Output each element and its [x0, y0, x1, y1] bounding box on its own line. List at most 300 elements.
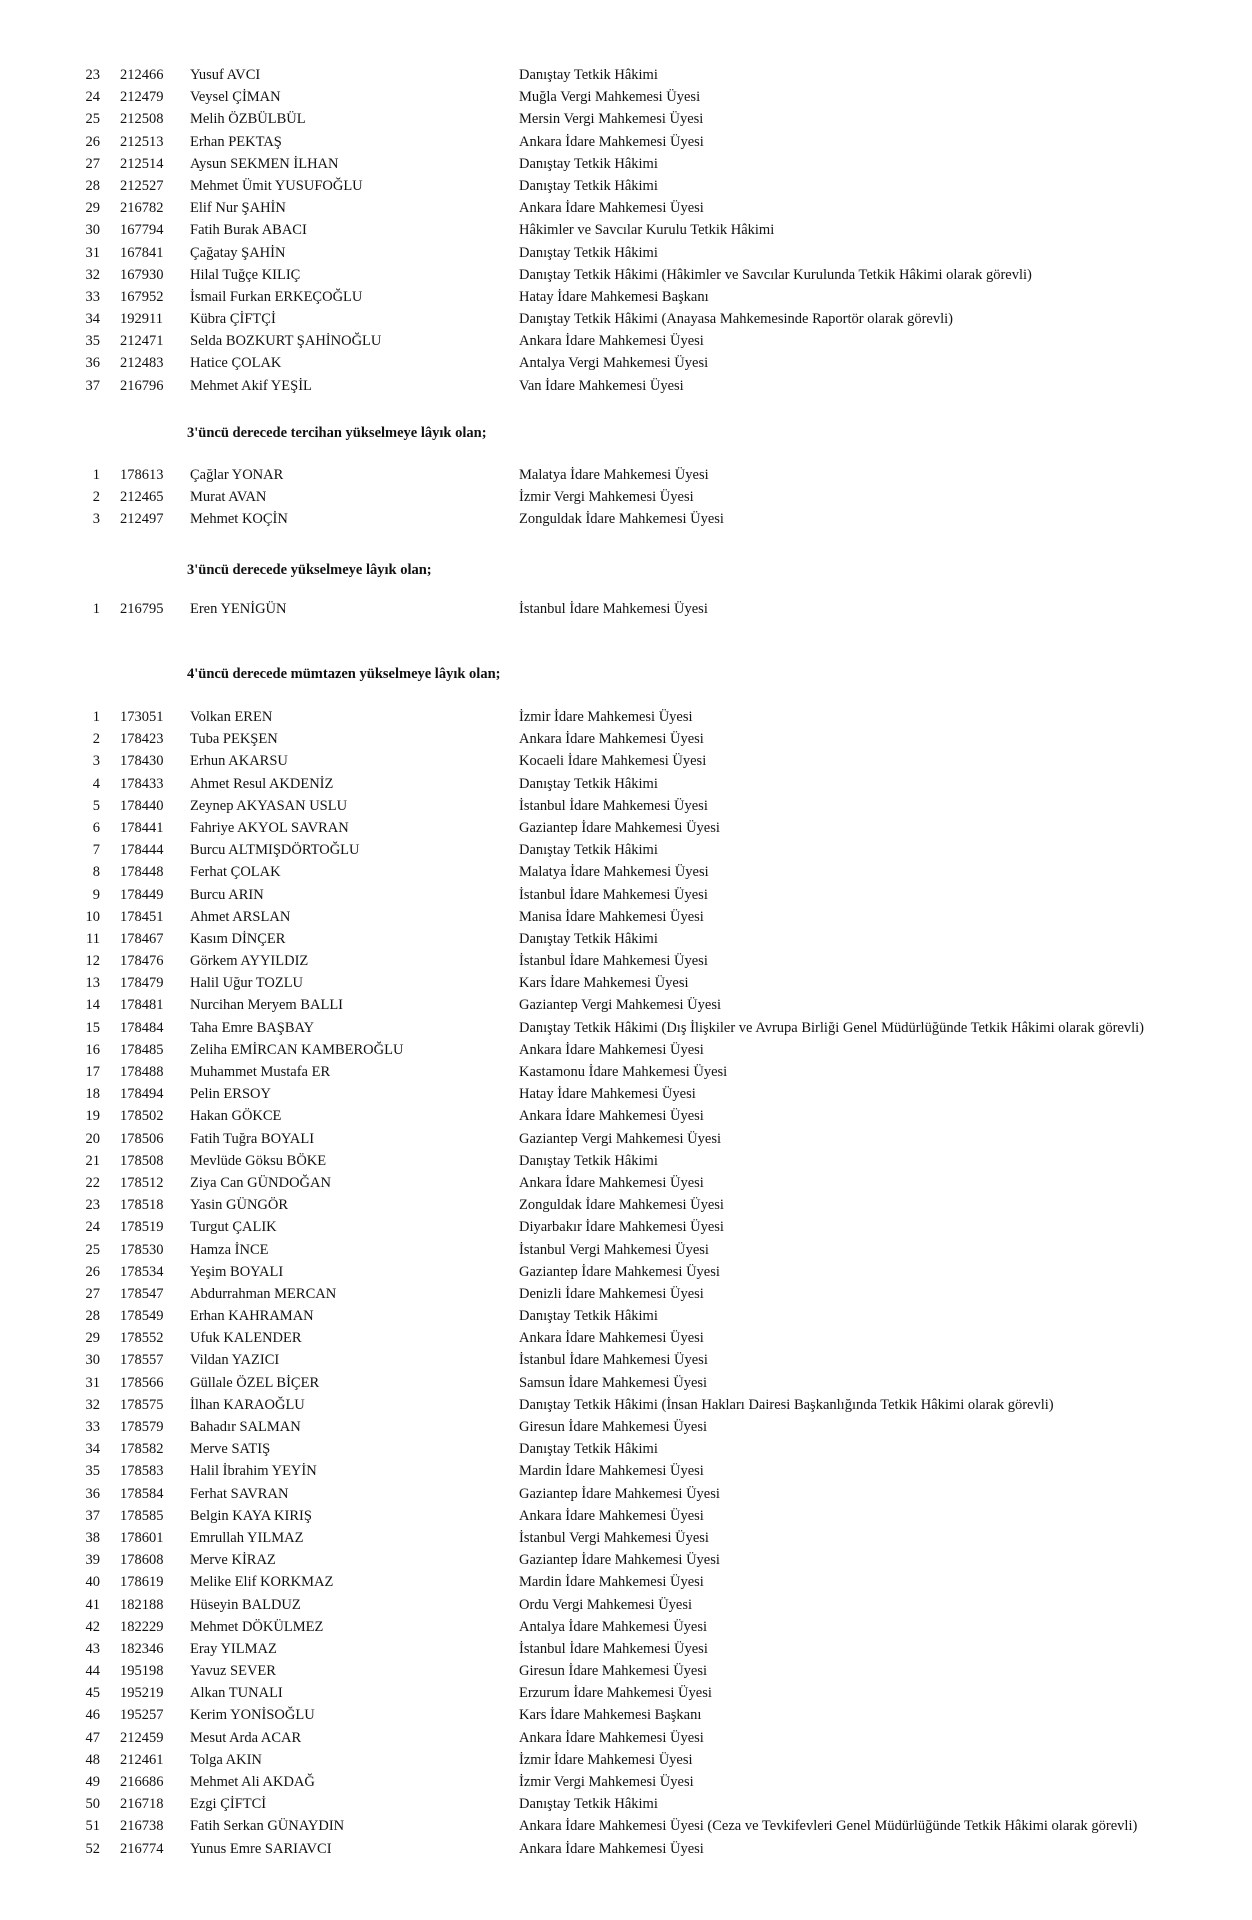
person-name: Erhan PEKTAŞ	[190, 133, 282, 150]
registry-number: 212479	[120, 89, 164, 106]
list-item	[0, 1815, 1252, 1837]
registry-number: 178430	[120, 753, 164, 770]
registry-number: 178584	[120, 1485, 164, 1502]
row-number: 3	[92, 753, 100, 770]
row-number: 42	[85, 1618, 100, 1635]
person-name: Merve KİRAZ	[190, 1552, 276, 1569]
person-name: Murat AVAN	[190, 489, 267, 506]
person-name: Alkan TUNALI	[190, 1685, 283, 1702]
list-item	[0, 994, 1252, 1016]
position-title: Kocaeli İdare Mahkemesi Üyesi	[519, 753, 707, 770]
registry-number: 178423	[120, 731, 164, 748]
list-item	[0, 1194, 1252, 1216]
position-title: Danıştay Tetkik Hâkimi (Anayasa Mahkemesinde Raportör olarak görevli)	[519, 311, 953, 328]
person-name: Mesut Arda ACAR	[190, 1729, 302, 1746]
registry-number: 167841	[120, 244, 164, 261]
person-name: Ferhat ÇOLAK	[190, 864, 281, 881]
position-title: Malatya İdare Mahkemesi Üyesi	[519, 467, 709, 483]
registry-number: 167930	[120, 266, 164, 283]
list-item	[0, 264, 1252, 286]
registry-number: 178441	[120, 819, 164, 836]
person-name: Fatih Serkan GÜNAYDIN	[190, 1818, 345, 1835]
row-number: 52	[85, 1840, 100, 1857]
row-number: 32	[85, 1396, 100, 1413]
registry-number: 182229	[120, 1618, 164, 1635]
list-item	[0, 750, 1252, 772]
position-title: Ankara İdare Mahkemesi Üyesi	[519, 133, 704, 150]
row-number: 46	[85, 1707, 100, 1724]
registry-number: 178440	[120, 797, 164, 814]
position-title: Danıştay Tetkik Hâkimi	[519, 1441, 658, 1458]
position-title: Diyarbakır İdare Mahkemesi Üyesi	[519, 1219, 724, 1236]
position-title: Giresun İdare Mahkemesi Üyesi	[519, 1419, 708, 1435]
row-number: 37	[85, 377, 100, 394]
position-title: Mardin İdare Mahkemesi Üyesi	[519, 1463, 704, 1480]
list-item	[0, 1749, 1252, 1771]
person-name: Kerim YONİSOĞLU	[190, 1707, 315, 1724]
person-name: Yunus Emre SARIAVCI	[190, 1840, 332, 1857]
row-number: 49	[85, 1774, 100, 1790]
registry-number: 167794	[120, 222, 164, 239]
registry-number: 178552	[120, 1330, 164, 1347]
list-item	[0, 1483, 1252, 1505]
list-item	[0, 1283, 1252, 1305]
list-item	[0, 1438, 1252, 1460]
row-number: 22	[85, 1174, 100, 1191]
row-number: 15	[85, 1019, 100, 1036]
row-number: 19	[85, 1108, 100, 1125]
list-item	[0, 928, 1252, 950]
registry-number: 212508	[120, 111, 164, 128]
registry-number: 216795	[120, 601, 164, 617]
list-item	[0, 1771, 1252, 1793]
position-title: Danıştay Tetkik Hâkimi	[519, 1796, 658, 1813]
list-item	[0, 1105, 1252, 1127]
registry-number: 212513	[120, 133, 164, 150]
registry-number: 178534	[120, 1263, 164, 1280]
row-number: 2	[92, 731, 100, 748]
row-number: 16	[85, 1041, 100, 1058]
registry-number: 173051	[120, 709, 164, 725]
position-title: Denizli İdare Mahkemesi Üyesi	[519, 1285, 704, 1302]
position-title: İstanbul İdare Mahkemesi Üyesi	[519, 886, 708, 903]
registry-number: 212514	[120, 155, 164, 172]
list-item	[0, 1549, 1252, 1571]
position-title: Mersin Vergi Mahkemesi Üyesi	[519, 111, 704, 128]
registry-number: 178579	[120, 1419, 164, 1435]
person-name: Güllale ÖZEL BİÇER	[190, 1374, 320, 1391]
person-name: Abdurrahman MERCAN	[190, 1285, 337, 1302]
row-number: 36	[85, 1485, 100, 1502]
person-name: Mehmet Ali AKDAĞ	[190, 1774, 315, 1790]
person-name: Yasin GÜNGÖR	[190, 1197, 289, 1214]
registry-number: 212459	[120, 1729, 164, 1746]
row-number: 27	[85, 155, 100, 172]
row-number: 25	[85, 1241, 100, 1258]
person-name: Yavuz SEVER	[190, 1663, 276, 1680]
position-title: Mardin İdare Mahkemesi Üyesi	[519, 1574, 704, 1591]
list-item	[0, 1327, 1252, 1349]
position-title: Erzurum İdare Mahkemesi Üyesi	[519, 1685, 712, 1702]
list-item	[0, 197, 1252, 219]
registry-number: 212497	[120, 511, 164, 528]
registry-number: 212471	[120, 333, 164, 350]
registry-number: 178566	[120, 1374, 164, 1391]
position-title: Antalya İdare Mahkemesi Üyesi	[519, 1618, 708, 1635]
position-title: Ankara İdare Mahkemesi Üyesi	[519, 1041, 704, 1058]
row-number: 2	[92, 489, 100, 506]
row-number: 6	[92, 819, 100, 836]
row-number: 23	[85, 1197, 100, 1214]
position-title: Ankara İdare Mahkemesi Üyesi	[519, 1840, 704, 1857]
registry-number: 178502	[120, 1108, 164, 1125]
list-item	[0, 1660, 1252, 1682]
registry-number: 178433	[120, 775, 164, 792]
list-item	[0, 153, 1252, 175]
person-name: Vildan YAZICI	[190, 1352, 280, 1369]
registry-number: 216796	[120, 377, 164, 394]
person-name: Ziya Can GÜNDOĞAN	[190, 1174, 331, 1191]
position-title: Hâkimler ve Savcılar Kurulu Tetkik Hâkimi	[519, 222, 775, 239]
section-list-continued	[0, 64, 1252, 397]
position-title: Danıştay Tetkik Hâkimi	[519, 842, 658, 859]
person-name: Zeliha EMİRCAN KAMBEROĞLU	[190, 1041, 404, 1058]
person-name: Çağlar YONAR	[190, 467, 284, 483]
position-title: Danıştay Tetkik Hâkimi	[519, 1308, 658, 1325]
list-item	[0, 1638, 1252, 1660]
list-item	[0, 1372, 1252, 1394]
row-number: 7	[92, 842, 100, 859]
position-title: Gaziantep İdare Mahkemesi Üyesi	[519, 1552, 720, 1569]
registry-number: 167952	[120, 288, 164, 305]
person-name: Ufuk KALENDER	[190, 1330, 302, 1347]
list-item	[0, 464, 1252, 486]
position-title: Ankara İdare Mahkemesi Üyesi (Ceza ve Tevkifevleri Genel Müdürlüğünde Tetkik Hâkimi olarak görevli)	[519, 1818, 1138, 1835]
position-title: İstanbul Vergi Mahkemesi Üyesi	[519, 1241, 709, 1258]
registry-number: 178451	[120, 908, 164, 925]
person-name: Tolga AKIN	[190, 1751, 262, 1768]
list-item	[0, 86, 1252, 108]
row-number: 1	[92, 601, 100, 617]
registry-number: 178519	[120, 1219, 164, 1236]
person-name: Aysun SEKMEN İLHAN	[190, 155, 339, 172]
registry-number: 178448	[120, 864, 164, 881]
list-item	[0, 598, 1252, 620]
position-title: İstanbul İdare Mahkemesi Üyesi	[519, 1352, 708, 1369]
list-item	[0, 906, 1252, 928]
list-item	[0, 884, 1252, 906]
person-name: Halil İbrahim YEYİN	[190, 1463, 317, 1480]
row-number: 34	[85, 311, 100, 328]
person-name: Veysel ÇİMAN	[190, 89, 281, 106]
person-name: Muhammet Mustafa ER	[190, 1064, 331, 1080]
registry-number: 178583	[120, 1463, 164, 1480]
registry-number: 178485	[120, 1041, 164, 1058]
list-item	[0, 817, 1252, 839]
person-name: Selda BOZKURT ŞAHİNOĞLU	[190, 333, 382, 350]
row-number: 35	[85, 1463, 100, 1480]
person-name: Burcu ALTMIŞDÖRTOĞLU	[190, 842, 360, 859]
person-name: Mevlüde Göksu BÖKE	[190, 1152, 327, 1169]
list-item	[0, 1838, 1252, 1860]
list-item	[0, 1616, 1252, 1638]
list-item	[0, 1083, 1252, 1105]
list-item	[0, 330, 1252, 352]
registry-number: 182188	[120, 1596, 164, 1613]
list-item	[0, 1349, 1252, 1371]
person-name: Volkan EREN	[190, 709, 273, 725]
registry-number: 216774	[120, 1840, 164, 1857]
position-title: Van İdare Mahkemesi Üyesi	[519, 377, 684, 394]
registry-number: 178608	[120, 1552, 164, 1569]
person-name: İlhan KARAOĞLU	[190, 1396, 305, 1413]
section-heading-yukselme: 3'üncü derecede yükselmeye lâyık olan;	[187, 562, 432, 578]
position-title: Hatay İdare Mahkemesi Üyesi	[519, 1086, 696, 1103]
registry-number: 178557	[120, 1352, 164, 1369]
row-number: 28	[85, 177, 100, 194]
list-item	[0, 242, 1252, 264]
position-title: Hatay İdare Mahkemesi Başkanı	[519, 288, 709, 305]
person-name: Erhan KAHRAMAN	[190, 1308, 314, 1325]
registry-number: 178484	[120, 1019, 164, 1036]
row-number: 37	[85, 1507, 100, 1524]
row-number: 50	[85, 1796, 100, 1813]
list-item	[0, 1727, 1252, 1749]
row-number: 24	[85, 1219, 100, 1236]
registry-number: 178481	[120, 997, 164, 1014]
registry-number: 178619	[120, 1574, 164, 1591]
person-name: Yusuf AVCI	[190, 67, 261, 83]
position-title: Antalya Vergi Mahkemesi Üyesi	[519, 355, 709, 372]
registry-number: 212483	[120, 355, 164, 372]
row-number: 10	[85, 908, 100, 925]
position-title: Ankara İdare Mahkemesi Üyesi	[519, 1330, 704, 1347]
position-title: Danıştay Tetkik Hâkimi	[519, 775, 658, 792]
row-number: 31	[85, 1374, 100, 1391]
list-item	[0, 286, 1252, 308]
registry-number: 212527	[120, 177, 164, 194]
row-number: 26	[85, 133, 100, 150]
person-name: Merve SATIŞ	[190, 1441, 271, 1458]
position-title: Danıştay Tetkik Hâkimi (Dış İlişkiler ve Avrupa Birliği Genel Müdürlüğünde Tetkik Hâkimi olarak görevli)	[519, 1019, 1144, 1036]
row-number: 12	[85, 953, 100, 970]
position-title: Gaziantep Vergi Mahkemesi Üyesi	[519, 997, 722, 1014]
person-name: Bahadır SALMAN	[190, 1419, 301, 1435]
row-number: 3	[92, 511, 100, 528]
row-number: 11	[86, 930, 100, 947]
position-title: İstanbul Vergi Mahkemesi Üyesi	[519, 1529, 709, 1546]
registry-number: 178582	[120, 1441, 164, 1458]
position-title: Gaziantep Vergi Mahkemesi Üyesi	[519, 1130, 722, 1147]
registry-number: 178530	[120, 1241, 164, 1258]
person-name: Elif Nur ŞAHİN	[190, 200, 286, 217]
person-name: Turgut ÇALIK	[190, 1219, 277, 1236]
person-name: Melike Elif KORKMAZ	[190, 1574, 334, 1591]
person-name: Yeşim BOYALI	[190, 1263, 284, 1280]
position-title: İzmir Vergi Mahkemesi Üyesi	[519, 489, 694, 506]
person-name: Eren YENİGÜN	[190, 601, 287, 617]
list-item	[0, 352, 1252, 374]
person-name: Tuba PEKŞEN	[190, 731, 278, 748]
person-name: Hamza İNCE	[190, 1241, 269, 1258]
registry-number: 178613	[120, 467, 164, 483]
row-number: 13	[85, 975, 100, 992]
position-title: İstanbul İdare Mahkemesi Üyesi	[519, 601, 708, 617]
person-name: Mehmet Ümit YUSUFOĞLU	[190, 177, 363, 194]
registry-number: 212466	[120, 67, 164, 83]
section-heading-tercihan: 3'üncü derecede tercihan yükselmeye lâyık olan;	[187, 425, 487, 441]
row-number: 9	[92, 886, 100, 903]
row-number: 45	[85, 1685, 100, 1702]
registry-number: 216718	[120, 1796, 164, 1813]
row-number: 1	[92, 467, 100, 483]
position-title: Danıştay Tetkik Hâkimi	[519, 155, 658, 172]
registry-number: 178444	[120, 842, 164, 859]
list-item	[0, 773, 1252, 795]
row-number: 33	[85, 1419, 100, 1435]
list-item	[0, 1505, 1252, 1527]
list-item	[0, 706, 1252, 728]
position-title: Danıştay Tetkik Hâkimi	[519, 244, 658, 261]
row-number: 4	[92, 775, 100, 792]
registry-number: 212465	[120, 489, 164, 506]
position-title: Ankara İdare Mahkemesi Üyesi	[519, 731, 704, 748]
list-item	[0, 1039, 1252, 1061]
person-name: Belgin KAYA KIRIŞ	[190, 1507, 312, 1524]
person-name: Kübra ÇİFTÇİ	[190, 311, 276, 328]
position-title: Ordu Vergi Mahkemesi Üyesi	[519, 1596, 693, 1613]
person-name: Erhun AKARSU	[190, 753, 288, 770]
position-title: Danıştay Tetkik Hâkimi (Hâkimler ve Savcılar Kurulunda Tetkik Hâkimi olarak görevli)	[519, 266, 1032, 283]
registry-number: 195198	[120, 1663, 164, 1680]
person-name: Hüseyin BALDUZ	[190, 1596, 301, 1613]
registry-number: 216782	[120, 200, 164, 217]
row-number: 17	[85, 1064, 100, 1080]
section-list-tercihan	[0, 464, 1252, 531]
list-item	[0, 1216, 1252, 1238]
person-name: Ahmet Resul AKDENİZ	[190, 775, 334, 792]
position-title: Ankara İdare Mahkemesi Üyesi	[519, 1108, 704, 1125]
person-name: Fatih Burak ABACI	[190, 222, 307, 239]
list-item	[0, 375, 1252, 397]
position-title: Danıştay Tetkik Hâkimi	[519, 177, 658, 194]
list-item	[0, 1261, 1252, 1283]
row-number: 1	[92, 709, 100, 725]
list-item	[0, 1128, 1252, 1150]
row-number: 36	[85, 355, 100, 372]
list-item	[0, 950, 1252, 972]
row-number: 29	[85, 200, 100, 217]
person-name: Çağatay ŞAHİN	[190, 244, 286, 261]
row-number: 47	[85, 1729, 100, 1746]
person-name: Fatih Tuğra BOYALI	[190, 1130, 315, 1147]
person-name: Ferhat SAVRAN	[190, 1485, 289, 1502]
row-number: 51	[85, 1818, 100, 1835]
registry-number: 178449	[120, 886, 164, 903]
row-number: 29	[85, 1330, 100, 1347]
row-number: 28	[85, 1308, 100, 1325]
list-item	[0, 175, 1252, 197]
position-title: Zonguldak İdare Mahkemesi Üyesi	[519, 1197, 724, 1214]
position-title: Danıştay Tetkik Hâkimi	[519, 67, 658, 83]
row-number: 8	[92, 864, 100, 881]
position-title: Gaziantep İdare Mahkemesi Üyesi	[519, 1485, 720, 1502]
position-title: Ankara İdare Mahkemesi Üyesi	[519, 200, 704, 217]
registry-number: 178488	[120, 1064, 164, 1080]
position-title: Ankara İdare Mahkemesi Üyesi	[519, 333, 704, 350]
row-number: 40	[85, 1574, 100, 1591]
person-name: Ezgi ÇİFTCİ	[190, 1796, 267, 1813]
row-number: 41	[85, 1596, 100, 1613]
person-name: Emrullah YILMAZ	[190, 1529, 304, 1546]
position-title: İzmir İdare Mahkemesi Üyesi	[519, 709, 693, 725]
position-title: Samsun İdare Mahkemesi Üyesi	[519, 1374, 708, 1391]
section-heading-mumtazen: 4'üncü derecede mümtazen yükselmeye lâyık olan;	[187, 666, 501, 682]
list-item	[0, 972, 1252, 994]
person-name: Burcu ARIN	[190, 886, 264, 903]
list-item	[0, 1416, 1252, 1438]
person-name: Nurcihan Meryem BALLI	[190, 997, 344, 1014]
registry-number: 178547	[120, 1285, 164, 1302]
registry-number: 216686	[120, 1774, 164, 1790]
position-title: Manisa İdare Mahkemesi Üyesi	[519, 908, 704, 925]
row-number: 34	[85, 1441, 100, 1458]
position-title: Ankara İdare Mahkemesi Üyesi	[519, 1507, 704, 1524]
position-title: Gaziantep İdare Mahkemesi Üyesi	[519, 819, 720, 836]
row-number: 25	[85, 111, 100, 128]
section-list-yukselme	[0, 598, 1252, 620]
list-item	[0, 1394, 1252, 1416]
registry-number: 178518	[120, 1197, 164, 1214]
list-item	[0, 1172, 1252, 1194]
person-name: Taha Emre BAŞBAY	[190, 1019, 315, 1036]
registry-number: 178476	[120, 953, 164, 970]
row-number: 21	[85, 1152, 100, 1169]
position-title: Kars İdare Mahkemesi Üyesi	[519, 975, 689, 992]
position-title: Ankara İdare Mahkemesi Üyesi	[519, 1729, 704, 1746]
person-name: İsmail Furkan ERKEÇOĞLU	[190, 288, 363, 305]
list-item	[0, 1460, 1252, 1482]
person-name: Pelin ERSOY	[190, 1086, 271, 1103]
list-item	[0, 1594, 1252, 1616]
position-title: Malatya İdare Mahkemesi Üyesi	[519, 864, 709, 881]
list-item	[0, 1682, 1252, 1704]
list-item	[0, 1704, 1252, 1726]
row-number: 14	[85, 997, 100, 1014]
position-title: Kars İdare Mahkemesi Başkanı	[519, 1707, 702, 1724]
position-title: Danıştay Tetkik Hâkimi (İnsan Hakları Dairesi Başkanlığında Tetkik Hâkimi olarak görevli)	[519, 1396, 1054, 1413]
registry-number: 178601	[120, 1529, 164, 1546]
position-title: İzmir Vergi Mahkemesi Üyesi	[519, 1774, 694, 1790]
person-name: Kasım DİNÇER	[190, 930, 286, 947]
registry-number: 178508	[120, 1152, 164, 1169]
list-item	[0, 1793, 1252, 1815]
list-item	[0, 1571, 1252, 1593]
row-number: 27	[85, 1285, 100, 1302]
registry-number: 178494	[120, 1086, 164, 1103]
registry-number: 178467	[120, 930, 164, 947]
list-item	[0, 64, 1252, 86]
list-item	[0, 1527, 1252, 1549]
row-number: 26	[85, 1263, 100, 1280]
row-number: 32	[85, 266, 100, 283]
registry-number: 178585	[120, 1507, 164, 1524]
registry-number: 178506	[120, 1130, 164, 1147]
list-item	[0, 508, 1252, 530]
registry-number: 212461	[120, 1751, 164, 1768]
person-name: Hilal Tuğçe KILIÇ	[190, 266, 301, 283]
registry-number: 216738	[120, 1818, 164, 1835]
